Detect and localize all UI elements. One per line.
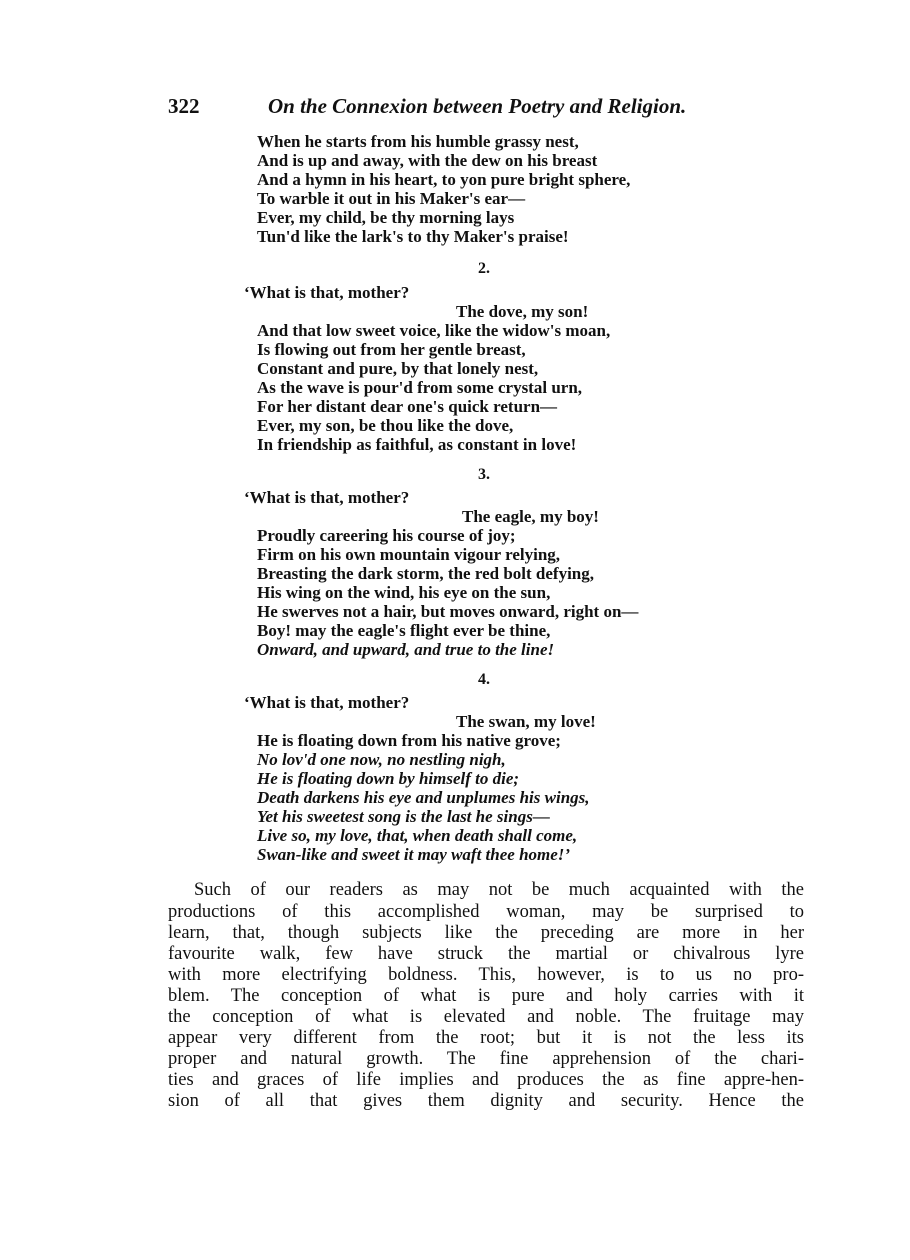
prose-line: favourite walk, few have struck the martial or chivalrous lyre [168,944,804,964]
stanza-number: 3. [478,466,490,483]
poem-line: Constant and pure, by that lonely nest, [257,359,539,378]
poem-line: Ever, my child, be thy morning lays [257,208,515,227]
prose-line: learn, that, though subjects like the preceding are more in her [168,923,804,943]
poem-line: And a hymn in his heart, to yon pure bright sphere, [257,170,631,189]
running-title: On the Connexion between Poetry and Religion. [268,94,687,118]
prose-line: productions of this accomplished woman, may be surprised to [168,902,804,922]
prose-line: proper and natural growth. The fine apprehension of the chari- [168,1049,804,1069]
poem-line: His wing on the wind, his eye on the sun, [257,583,551,602]
poem-line: When he starts from his humble grassy nest, [257,132,579,151]
prose-line: the conception of what is elevated and noble. The fruitage may [168,1007,804,1027]
prose-line: sion of all that gives them dignity and security. Hence the [168,1091,804,1111]
poem-line-italic: Yet his sweetest song is the last he sings— [257,807,550,826]
prose-line: ties and graces of life implies and produces the as fine appre-hen- [168,1070,804,1090]
poem-line: To warble it out in his Maker's ear— [257,189,526,208]
poem-line: Firm on his own mountain vigour relying, [257,545,561,564]
page-number: 322 [168,94,200,118]
poem-line: Ever, my son, be thou like the dove, [257,416,514,435]
poem-line: Tun'd like the lark's to thy Maker's praise! [257,227,569,246]
prose-line: Such of our readers as may not be much acquainted with the [194,880,804,900]
poem-line: For her distant dear one's quick return— [257,397,558,416]
page-header [168,94,728,124]
poem-line: He swerves not a hair, but moves onward, right on— [257,602,639,621]
poem-line: As the wave is pour'd from some crystal urn, [257,378,583,397]
stanza-question: ‘What is that, mother? [244,283,410,302]
stanza-answer: The eagle, my boy! [462,507,599,526]
poem-line: In friendship as faithful, as constant in love! [257,435,577,454]
prose-line: appear very different from the root; but it is not the less its [168,1028,804,1048]
poem-line: He is floating down from his native grove; [257,731,561,750]
prose-line: blem. The conception of what is pure and holy carries with it [168,986,804,1006]
poem-line: Breasting the dark storm, the red bolt defying, [257,564,595,583]
prose-line: with more electrifying boldness. This, however, is to us no pro- [168,965,804,985]
poem-line: Is flowing out from her gentle breast, [257,340,526,359]
stanza-number: 4. [478,671,490,688]
stanza-question: ‘What is that, mother? [244,693,410,712]
poem-line-italic: Swan-like and sweet it may waft thee home!’ [257,845,571,864]
stanza-question: ‘What is that, mother? [244,488,410,507]
poem-line-italic: He is floating down by himself to die; [257,769,520,788]
poem-line-italic: Live so, my love, that, when death shall come, [257,826,578,845]
stanza-number: 2. [478,260,490,277]
poem-line: And is up and away, with the dew on his breast [257,151,598,170]
stanza-answer: The swan, my love! [456,712,596,731]
poem-line-italic: No lov'd one now, no nestling nigh, [257,750,506,769]
poem-line-italic: Onward, and upward, and true to the line! [257,640,555,659]
poem-line: And that low sweet voice, like the widow's moan, [257,321,611,340]
poem-line: Proudly careering his course of joy; [257,526,516,545]
poem-line: Boy! may the eagle's flight ever be thine, [257,621,551,640]
poem-line-italic: Death darkens his eye and unplumes his wings, [257,788,590,807]
stanza-answer: The dove, my son! [456,302,589,321]
